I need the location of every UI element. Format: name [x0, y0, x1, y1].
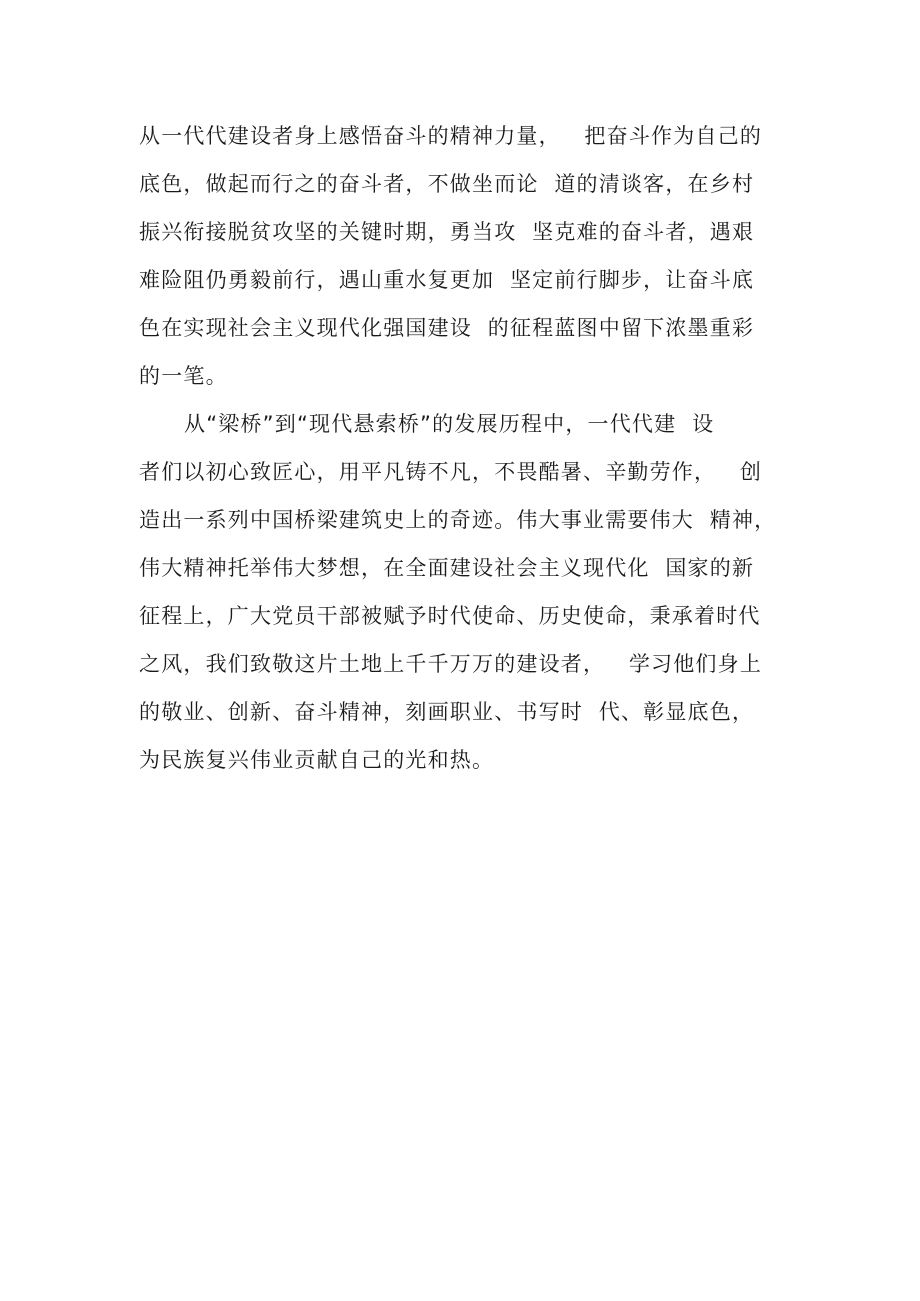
paragraph-1-line-6: 的一笔。 [139, 364, 228, 388]
paragraph-1-line-5: 色在实现社会主义现代化强国建设 的征程蓝图中留下浓墨重彩 [139, 316, 755, 340]
paragraph-2-line-5: 征程上，广大党员干部被赋予时代使命、历史使命，秉承着时代 [139, 604, 761, 628]
paragraph-2-line-3: 造出一系列中国桥梁建筑史上的奇迹。伟大事业需要伟大 精神， [139, 508, 777, 532]
paragraph-1-line-3: 振兴衔接脱贫攻坚的关键时期，勇当攻 坚克难的奋斗者，遇艰 [139, 220, 755, 244]
paragraph-2-line-2: 者们以初心致匠心，用平凡铸不凡，不畏酷暑、辛勤劳作， 创 [139, 460, 763, 484]
paragraph-1-line-4: 难险阻仍勇毅前行，遇山重水复更加 坚定前行脚步，让奋斗底 [139, 268, 755, 292]
paragraph-2-line-1: 从“梁桥”到“现代悬索桥”的发展历程中，一代代建 设 [184, 412, 715, 436]
paragraph-2-line-4: 伟大精神托举伟大梦想，在全面建设社会主义现代化 国家的新 [139, 556, 755, 580]
paragraph-2-line-6: 之风，我们致敬这片土地上千千万万的建设者， 学习他们身上 [139, 652, 763, 676]
document-body [139, 112, 819, 784]
paragraph-1-line-1: 从一代代建设者身上感悟奋斗的精神力量， 把奋斗作为自己的 [139, 124, 763, 148]
paragraph-2-line-8: 为民族复兴伟业贡献自己的光和热。 [139, 748, 495, 772]
paragraph-2-line-7: 的敬业、创新、奋斗精神，刻画职业、书写时 代、彰显底色， [139, 700, 755, 724]
paragraph-1-line-2: 底色，做起而行之的奋斗者，不做坐而论 道的清谈客，在乡村 [139, 172, 755, 196]
